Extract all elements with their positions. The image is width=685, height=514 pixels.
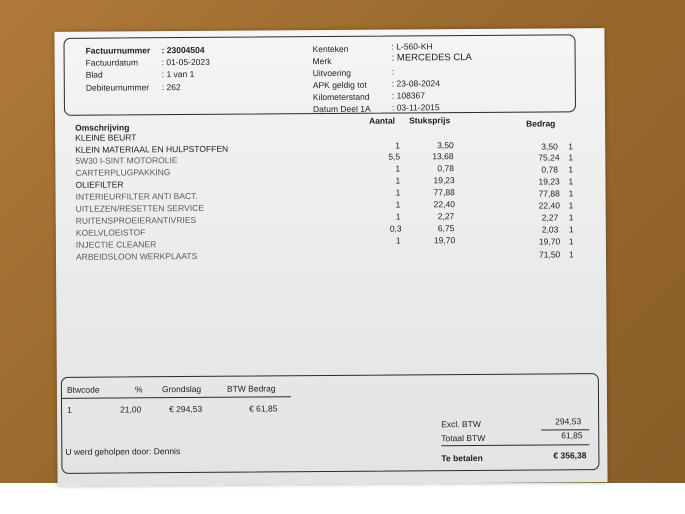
invoice-number-value: : 23004504: [161, 44, 205, 56]
line-item-amount: 19,70: [538, 236, 561, 247]
line-item-description: UITLEZEN/RESETTEN SERVICE: [75, 202, 205, 214]
line-item-description: ARBEIDSLOON WERKPLAATS: [75, 250, 198, 262]
line-item-amount: 19,23: [538, 176, 560, 187]
registration-date-label: Datum Deel 1A: [312, 103, 371, 115]
invoice-date-label: Factuurdatum: [85, 57, 139, 68]
line-item-description: CARTERPLUGPAKKING: [75, 167, 171, 178]
line-item-quantity: 1: [395, 211, 401, 222]
line-item-description: KOELVLOEISTOF: [75, 227, 146, 238]
line-item-quantity: 1: [395, 140, 400, 151]
vat-base-value: € 294,53: [169, 403, 203, 415]
line-item-unit-price: 2,27: [437, 211, 455, 222]
vat-code-value: 1: [67, 404, 72, 415]
line-item-description: RUITENSPROEIERANTIVRIES: [75, 214, 197, 226]
mileage-label: Kilometerstand: [312, 91, 370, 103]
vat-table-divider: [62, 396, 291, 399]
line-item-vat-code: 1: [568, 212, 574, 223]
line-item-amount: 3,50: [541, 141, 558, 152]
line-item-quantity: 1: [395, 235, 401, 246]
line-item-unit-price: 3,50: [437, 140, 454, 151]
vat-amount-header: BTW Bedrag: [226, 383, 276, 394]
vat-code-header: Btwcode: [66, 384, 100, 395]
debtor-number-label: Debiteurnummer: [85, 82, 150, 93]
line-item-unit-price: 77,88: [433, 187, 455, 198]
line-item-description: KLEIN MATERIAAL EN HULPSTOFFEN: [75, 143, 229, 155]
helped-by-text: U werd geholpen door: Dennis: [65, 446, 181, 457]
line-item-unit-price: 13,68: [432, 151, 454, 162]
line-item-amount: 2,27: [541, 212, 559, 223]
line-item-quantity: 1: [395, 187, 401, 198]
col-quantity-header: Aantal: [369, 115, 396, 126]
page-value: : 1 van 1: [161, 68, 195, 80]
line-item-vat-code: 1: [568, 224, 574, 235]
line-item-amount: 0,78: [541, 164, 558, 175]
registration-date-value: : 03-11-2015: [391, 102, 440, 113]
bottom-margin: [0, 483, 685, 514]
apk-valid-value: : 23-08-2024: [391, 78, 441, 89]
line-item-vat-code: 1: [568, 152, 574, 163]
brand-value: : MERCEDES CLA: [391, 52, 472, 64]
line-item-quantity: 1: [395, 175, 401, 186]
line-item-vat-code: 1: [568, 164, 574, 175]
invoice-receipt: [54, 28, 607, 486]
brand-label: Merk: [312, 55, 332, 67]
line-item-quantity: 1: [395, 163, 401, 174]
col-description-header: Omschrijving: [75, 122, 130, 133]
line-item-quantity: 0,3: [389, 223, 402, 234]
excl-vat-value: 294,53: [555, 416, 582, 427]
excl-vat-label: Excl. BTW: [441, 418, 481, 430]
line-item-vat-code: 1: [568, 188, 574, 199]
amount-due-label: Te betalen: [441, 452, 483, 464]
invoice-number-label: Factuurnummer: [85, 45, 151, 56]
invoice-date-value: : 01-05-2023: [161, 56, 210, 68]
col-unit-price-header: Stuksprijs: [409, 115, 451, 126]
line-item-quantity: 5,5: [388, 151, 401, 162]
line-item-vat-code: 1: [568, 236, 574, 247]
line-item-description: KLEINE BEURT: [75, 132, 137, 143]
line-item-unit-price: 19,70: [433, 235, 456, 246]
version-label: Uitvoering: [312, 67, 352, 79]
col-amount-header: Bedrag: [526, 118, 556, 129]
line-item-description: 5W30 I-SINT MOTOROLIE: [75, 155, 178, 166]
version-value: :: [391, 66, 395, 77]
line-item-vat-code: 1: [568, 141, 574, 152]
total-vat-value: 61,85: [561, 430, 583, 441]
vat-base-header: Grondslag: [161, 383, 202, 395]
line-item-amount: 75,24: [538, 152, 560, 163]
line-item-unit-price: 6,75: [437, 223, 455, 234]
line-item-quantity: 1: [395, 199, 401, 210]
line-item-amount: 71,50: [538, 249, 561, 260]
line-item-amount: 22,40: [538, 200, 560, 211]
line-item-unit-price: 22,40: [433, 199, 455, 210]
line-item-unit-price: 0,78: [437, 163, 454, 174]
license-plate-value: : L-560-KH: [391, 41, 433, 52]
vat-pct-value: 21,00: [120, 404, 142, 415]
line-item-vat-code: 1: [568, 249, 574, 260]
total-vat-label: Totaal BTW: [441, 432, 486, 444]
vat-pct-header: %: [134, 384, 143, 395]
amount-due-value: € 356,38: [553, 450, 587, 461]
vat-amount-value: € 61,85: [249, 403, 278, 414]
line-item-amount: 77,88: [538, 188, 560, 199]
line-item-amount: 2,03: [541, 224, 559, 235]
license-plate-label: Kenteken: [312, 43, 349, 55]
line-item-vat-code: 1: [568, 176, 574, 187]
line-item-vat-code: 1: [568, 200, 574, 211]
line-item-description: INTERIEURFILTER ANTI BACT.: [75, 190, 198, 202]
page-label: Blad: [85, 69, 103, 80]
debtor-number-value: : 262: [161, 82, 181, 93]
line-item-unit-price: 19,23: [433, 175, 455, 186]
line-item-description: OLIEFILTER: [75, 179, 124, 190]
line-item-description: INJECTIE CLEANER: [75, 239, 157, 250]
mileage-value: : 108367: [391, 90, 426, 101]
apk-valid-label: APK geldig tot: [312, 79, 367, 91]
